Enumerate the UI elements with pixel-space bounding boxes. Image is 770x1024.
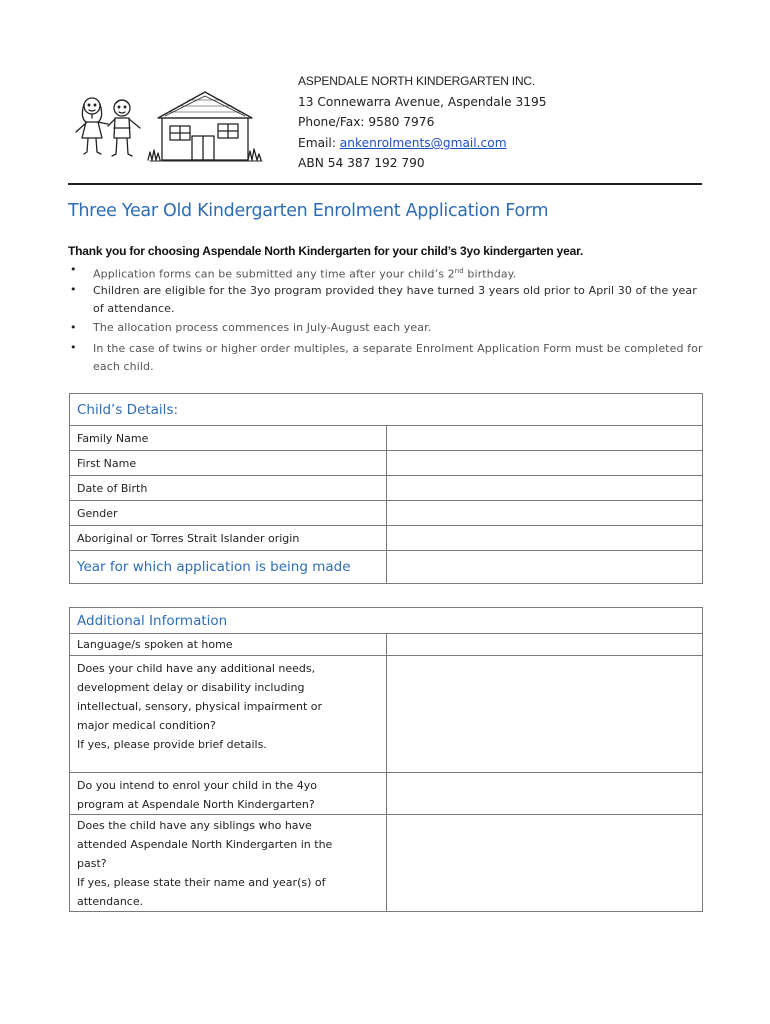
kindergarten-logo [70,88,270,166]
bullet-icon: • [70,283,77,296]
aboriginal-origin-field[interactable] [386,526,703,551]
additional-needs-field[interactable] [386,656,703,773]
org-name: ASPENDALE NORTH KINDERGARTEN INC. [298,74,536,88]
dob-field[interactable] [386,476,703,501]
bullet-item-1: Application forms can be submitted any time after your child’s 2nd birthday. [93,267,517,281]
house-icon [150,92,262,161]
year-field[interactable] [386,551,703,584]
siblings-label: Does the child have any siblings who have attended Aspendale North Kindergarten in the past? If yes, please state their name and year(s) of attendance. [70,815,387,912]
language-field[interactable] [386,634,703,656]
first-name-field[interactable] [386,451,703,476]
dob-label: Date of Birth [70,476,387,501]
language-label: Language/s spoken at home [70,634,387,656]
org-phone-fax: Phone/Fax: 9580 7976 [298,115,435,129]
gender-field[interactable] [386,501,703,526]
org-email-line [298,136,507,150]
fouryo-program-field[interactable] [386,773,703,815]
org-address: 13 Connewarra Avenue, Aspendale 3195 [298,95,547,109]
aboriginal-origin-label: Aboriginal or Torres Strait Islander origin [70,526,387,551]
family-name-field[interactable] [386,426,703,451]
boy-figure-icon [108,100,140,156]
email-label: Email: [298,136,336,150]
form-title: Three Year Old Kindergarten Enrolment Application Form [68,201,549,221]
bullet-item-4: In the case of twins or higher order multiples, a separate Enrolment Application Form must be completed for each child. [93,342,703,373]
bullet-item-2: Children are eligible for the 3yo program provided they have turned 3 years old prior to April 30 of the year of attendance. [93,284,697,315]
child-details-heading: Child’s Details: [70,394,703,426]
family-name-label: Family Name [70,426,387,451]
bullet-icon: • [70,321,77,334]
additional-info-table [69,607,703,912]
org-abn: ABN 54 387 192 790 [298,156,425,170]
additional-needs-label: Does your child have any additional needs, development delay or disability including intellectual, sensory, physical impairment or major medical condition? If yes, please provide brief details. [70,656,387,773]
bullet-icon: • [70,263,77,276]
girl-figure-icon [76,98,108,154]
child-details-table [69,393,703,584]
header-divider [68,183,702,185]
fouryo-program-label: Do you intend to enrol your child in the 4yo program at Aspendale North Kindergarten? [70,773,387,815]
bullet-item-3: The allocation process commences in July-August each year. [93,321,432,334]
intro-text: Thank you for choosing Aspendale North Kindergarten for your child’s 3yo kindergarten year. [68,244,584,258]
bullet-icon: • [70,341,77,354]
gender-label: Gender [70,501,387,526]
first-name-label: First Name [70,451,387,476]
year-heading: Year for which application is being made [70,551,387,584]
email-link[interactable]: ankenrolments@gmail.com [339,136,507,150]
siblings-field[interactable] [386,815,703,912]
additional-info-heading: Additional Information [70,608,703,634]
